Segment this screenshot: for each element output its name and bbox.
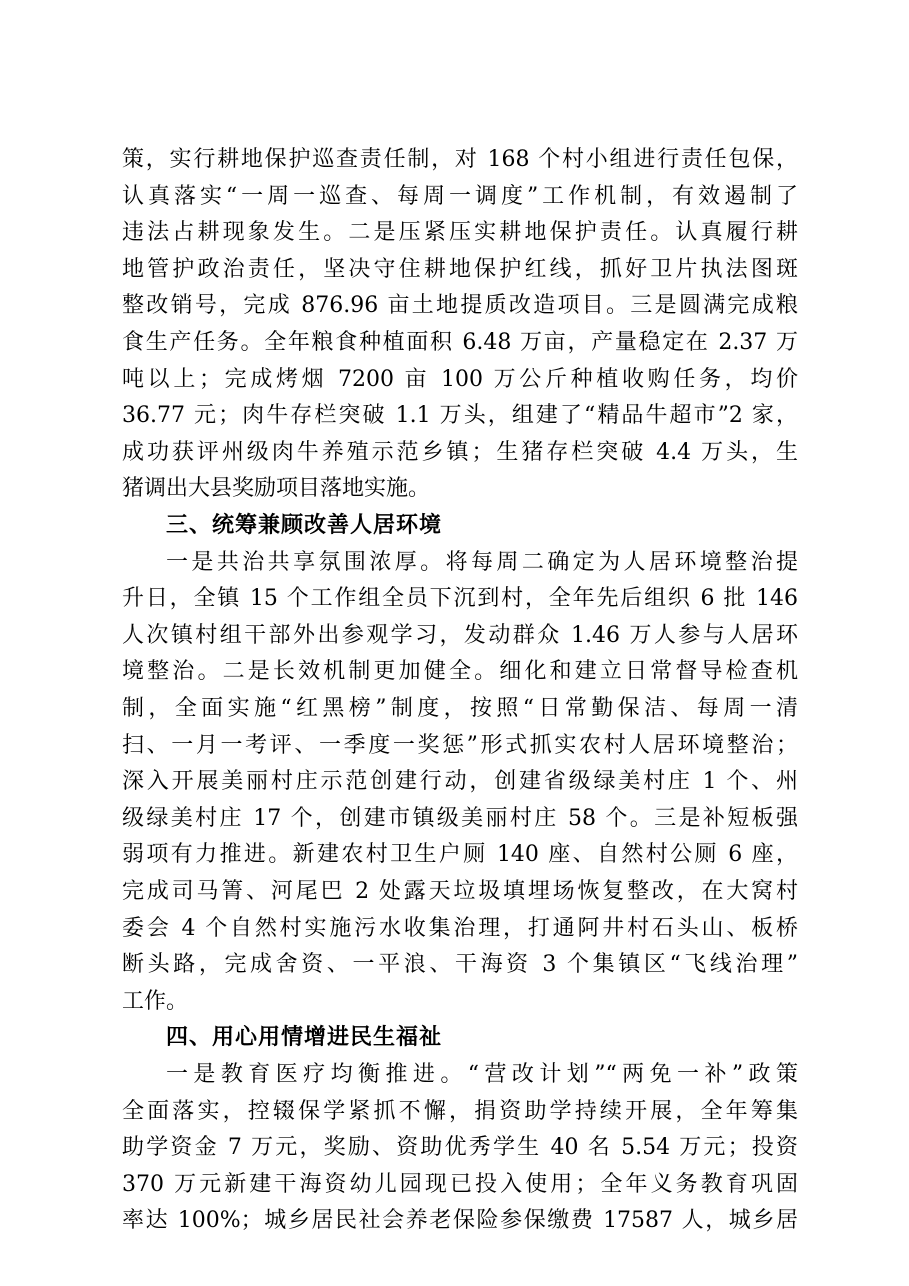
text-line: 委会 4 个自然村实施污水收集治理，打通阿井村石头山、板桥: [122, 916, 798, 941]
text-line: 违法占耕现象发生。二是压紧压实耕地保护责任。认真履行耕: [122, 220, 798, 245]
text-line: 助学资金 7 万元，奖励、资助优秀学生 40 名 5.54 万元；投资: [122, 1135, 798, 1160]
text-line: 升日，全镇 15 个工作组全员下沉到村，全年先后组织 6 批 146: [122, 586, 798, 611]
text-line: 食生产任务。全年粮食种植面积 6.48 万亩，产量稳定在 2.37 万: [122, 330, 798, 355]
text-line: 深入开展美丽村庄示范创建行动，创建省级绿美村庄 1 个、州: [122, 769, 798, 794]
text-line: 制，全面实施“红黑榜”制度，按照“日常勤保洁、每周一清: [122, 696, 798, 721]
text-line: 策，实行耕地保护巡查责任制，对 168 个村小组进行责任包保，: [122, 147, 798, 172]
text-line: 断头路，完成舍资、一平浪、干海资 3 个集镇区“飞线治理”: [122, 952, 798, 977]
text-line: 猪调出大县奖励项目落地实施。: [122, 476, 431, 501]
text-line: 成功获评州级肉牛养殖示范乡镇；生猪存栏突破 4.4 万头，生: [122, 440, 798, 465]
text-line: 率达 100%；城乡居民社会养老保险参保缴费 17587 人，城乡居: [122, 1208, 798, 1233]
text-line: 36.77 元；肉牛存栏突破 1.1 万头，组建了“精品牛超市”2 家，: [122, 403, 798, 428]
text-line: 人次镇村组干部外出参观学习，发动群众 1.46 万人参与人居环: [122, 623, 798, 648]
text-line: 境整治。二是长效机制更加健全。细化和建立日常督导检查机: [122, 659, 798, 684]
section-heading: 三、统筹兼顾改善人居环境: [166, 513, 443, 538]
text-line: 认真落实“一周一巡查、每周一调度”工作机制，有效遏制了: [122, 184, 798, 209]
text-line: 整改销号，完成 876.96 亩土地提质改造项目。三是圆满完成粮: [122, 293, 798, 318]
text-line: 工作。: [122, 989, 189, 1014]
text-line: 扫、一月一考评、一季度一奖惩”形式抓实农村人居环境整治；: [122, 733, 798, 758]
text-line: 级绿美村庄 17 个，创建市镇级美丽村庄 58 个。三是补短板强: [122, 806, 798, 831]
text-line: 一是教育医疗均衡推进。“营改计划”“两免一补”政策: [166, 1062, 798, 1087]
text-line: 一是共治共享氛围浓厚。将每周二确定为人居环境整治提: [166, 550, 798, 575]
section-heading: 四、用心用情增进民生福祉: [166, 1025, 443, 1050]
text-line: 全面落实，控辍保学紧抓不懈，捐资助学持续开展，全年筹集: [122, 1099, 798, 1124]
text-line: 完成司马箐、河尾巴 2 处露天垃圾填埋场恢复整改，在大窝村: [122, 879, 798, 904]
text-line: 地管护政治责任，坚决守住耕地保护红线，抓好卫片执法图斑: [122, 257, 798, 282]
text-line: 弱项有力推进。新建农村卫生户厕 140 座、自然村公厕 6 座，: [122, 842, 798, 867]
text-line: 吨以上；完成烤烟 7200 亩 100 万公斤种植收购任务，均价: [122, 367, 798, 392]
text-line: 370 万元新建干海资幼儿园现已投入使用；全年义务教育巩固: [122, 1172, 798, 1197]
